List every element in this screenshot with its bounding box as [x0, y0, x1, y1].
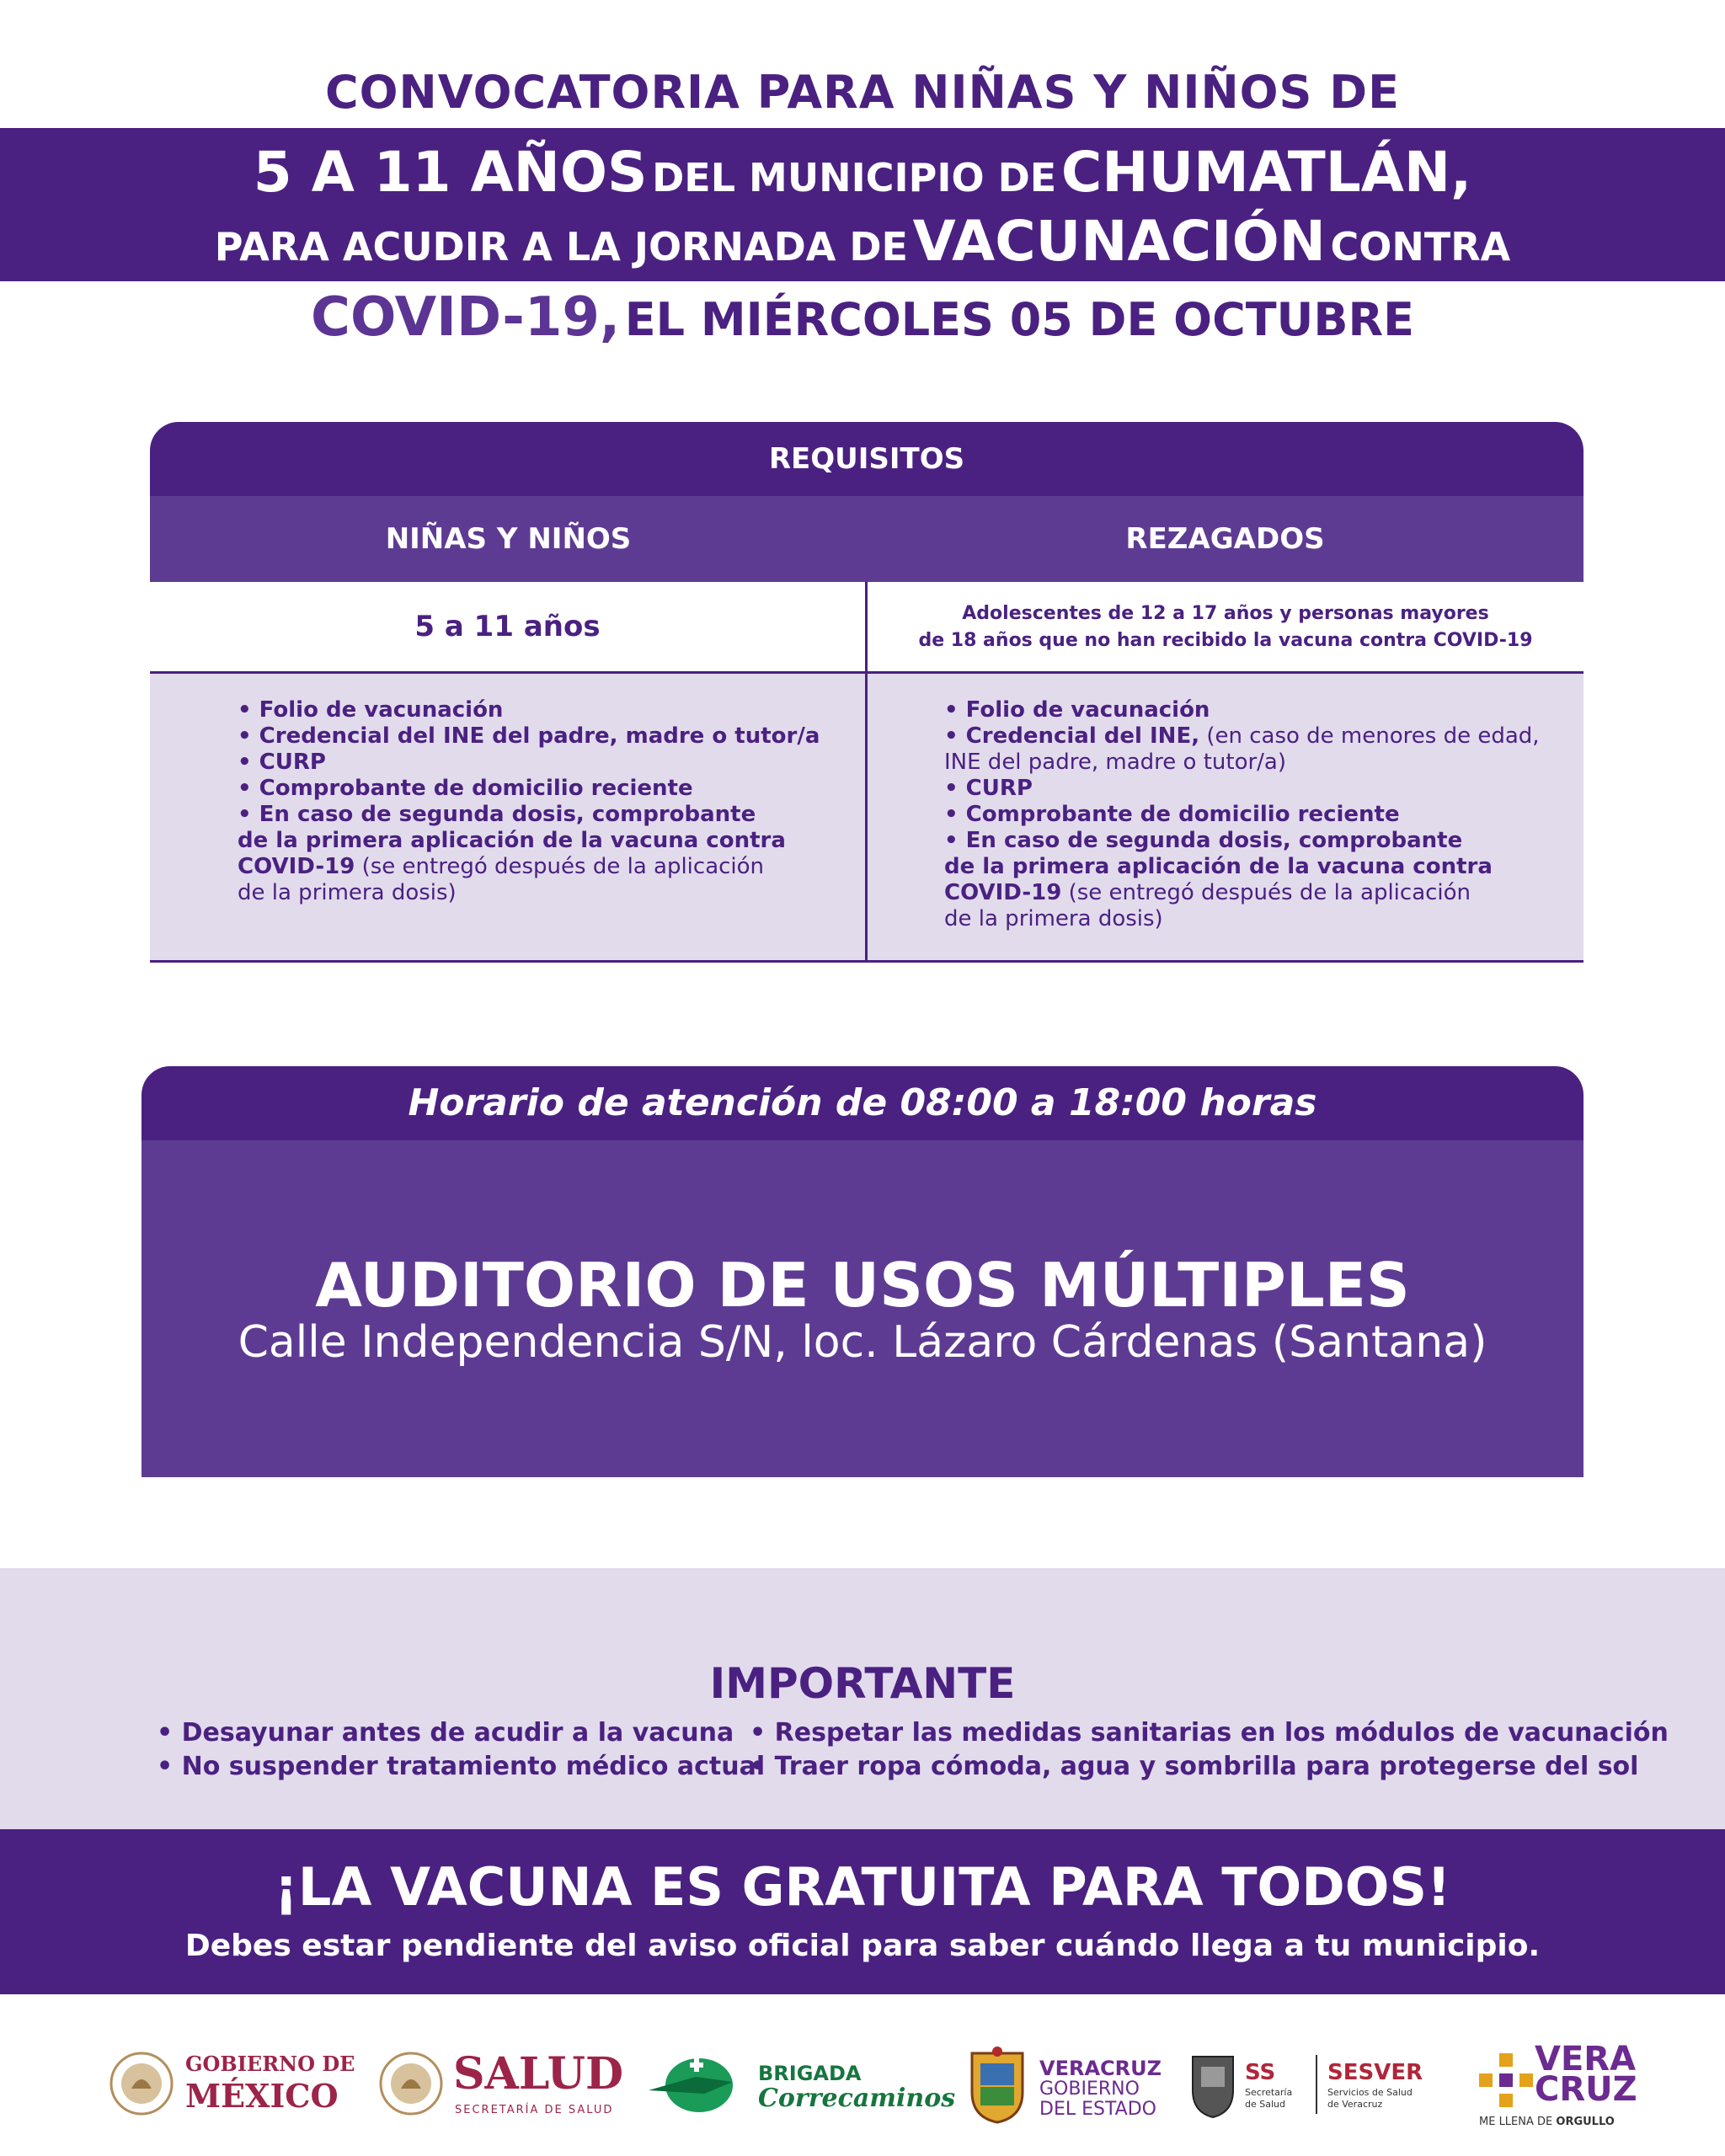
- list-item: • CURP: [238, 750, 326, 775]
- free-vaccine-title: ¡LA VACUNA ES GRATUITA PARA TODOS!: [274, 1856, 1451, 1918]
- age-group-right-line: de 18 años que no han recibido la vacuna contra COVID-19: [918, 630, 1533, 651]
- list-item: • Credencial del INE del padre, madre o tutor/a: [238, 723, 820, 749]
- coat-of-arms-icon: [377, 2050, 445, 2117]
- logo-text: ME LLENA DE: [1479, 2116, 1553, 2128]
- column-divider: [865, 582, 868, 963]
- age-range: 5 A 11 AÑOS: [253, 140, 648, 205]
- list-item: • Folio de vacunación: [238, 697, 504, 723]
- list-item: • Comprobante de domicilio reciente: [944, 802, 1400, 827]
- logo-text: Servicios de Salud: [1327, 2087, 1413, 2098]
- salud-logo: [377, 2040, 624, 2132]
- free-vaccine-subtitle: Debes estar pendiente del aviso oficial para saber cuándo llega a tu municipio.: [184, 1929, 1541, 1963]
- gobierno-mexico-logo: [108, 2040, 355, 2132]
- list-item-bold: COVID-19: [238, 854, 355, 879]
- importante-list-left: [157, 1716, 765, 1784]
- logo-text: MÉXICO: [185, 2077, 339, 2115]
- list-item-normal: (en caso de menores de edad,: [1199, 723, 1540, 749]
- requisitos-list-right: [944, 697, 1540, 932]
- coat-of-arms-icon: [108, 2050, 175, 2117]
- age-group-left: 5 a 11 años: [414, 610, 601, 643]
- logo-text: VERACRUZ: [1039, 2057, 1162, 2080]
- veracruz-gobierno-logo: [967, 2040, 1169, 2132]
- list-item: • Folio de vacunación: [944, 697, 1210, 723]
- logo-text: VERA: [1535, 2040, 1637, 2079]
- age-group-right-line: Adolescentes de 12 a 17 años y personas mayores: [962, 603, 1489, 624]
- ss-sesver-logo: [1189, 2040, 1442, 2132]
- header-text: DEL MUNICIPIO DE: [652, 155, 1057, 200]
- header-band: [0, 128, 1725, 281]
- veracruz-pattern-icon: [1479, 2053, 1533, 2107]
- brigada-correcaminos-logo: [645, 2040, 956, 2132]
- logo-text: Secretaría: [1245, 2087, 1293, 2098]
- header-line-3: [0, 209, 1725, 274]
- list-item-normal: (se entregó después de la aplicación: [1061, 880, 1471, 905]
- requisitos-list-left: [238, 697, 820, 906]
- list-item: • CURP: [944, 776, 1033, 801]
- venue-name: AUDITORIO DE USOS MÚLTIPLES: [315, 1250, 1410, 1321]
- list-item: de la primera dosis): [238, 880, 457, 905]
- event-date: EL MIÉRCOLES 05 DE OCTUBRE: [624, 293, 1415, 346]
- requisitos-title: REQUISITOS: [150, 422, 1583, 496]
- column-header-rezagados: REZAGADOS: [1125, 522, 1325, 556]
- header-line-1: CONVOCATORIA PARA NIÑAS Y NIÑOS DE: [325, 66, 1400, 119]
- list-item: • Desayunar antes de acudir a la vacuna: [157, 1716, 765, 1750]
- list-item: • En caso de segunda dosis, comprobante: [944, 828, 1463, 853]
- logo-text: SECRETARÍA DE SALUD: [455, 2104, 614, 2116]
- ss-shield-icon: [1189, 2052, 1236, 2119]
- veracruz-shield-icon: [967, 2045, 1028, 2126]
- list-item-bold: • Credencial del INE,: [944, 723, 1200, 749]
- logo-text: SESVER: [1327, 2060, 1423, 2085]
- header-text: CONTRA: [1330, 224, 1511, 270]
- logo-text: Correcaminos: [758, 2084, 956, 2113]
- horario-banner: Horario de atención de 08:00 a 18:00 horas: [142, 1066, 1583, 1140]
- list-item: • No suspender tratamiento médico actual: [157, 1750, 765, 1784]
- logo-text: [1479, 2116, 1615, 2128]
- list-item: de la primera aplicación de la vacuna contra: [238, 828, 786, 853]
- logo-text: DEL ESTADO: [1039, 2099, 1156, 2120]
- logo-text: CRUZ: [1535, 2070, 1637, 2109]
- header-line-4: [0, 286, 1725, 349]
- requisitos-table: [150, 422, 1583, 961]
- logo-divider: [1316, 2055, 1317, 2114]
- list-item: • Comprobante de domicilio reciente: [238, 776, 693, 801]
- list-item: • Respetar las medidas sanitarias en los módulos de vacunación: [750, 1716, 1669, 1750]
- logo-bar: [0, 2021, 1725, 2156]
- free-vaccine-banner: [0, 1829, 1725, 1994]
- list-item-bold: COVID-19: [944, 880, 1062, 905]
- logo-text: de Salud: [1245, 2099, 1285, 2110]
- column-header-ninos: NIÑAS Y NIÑOS: [385, 522, 632, 556]
- veracruz-orgullo-logo: [1479, 2040, 1648, 2132]
- venue-address: Calle Independencia S/N, loc. Lázaro Cárdenas (Santana): [238, 1317, 1487, 1368]
- importante-section: [0, 1568, 1725, 1829]
- importante-title: IMPORTANTE: [709, 1659, 1016, 1708]
- list-item: [944, 880, 1540, 906]
- header-line-2: [0, 140, 1725, 205]
- logo-text: GOBIERNO: [1039, 2079, 1140, 2100]
- venue-box: [142, 1140, 1583, 1477]
- logo-text: ORGULLO: [1556, 2116, 1615, 2128]
- roadrunner-icon: [645, 2052, 746, 2119]
- requisitos-column-headers: [150, 496, 1583, 582]
- list-item: [944, 723, 1540, 750]
- vacunacion-word: VACUNACIÓN: [912, 209, 1326, 274]
- list-item-normal: (se entregó después de la aplicación: [355, 854, 765, 879]
- importante-list-right: [750, 1716, 1669, 1784]
- logo-text: BRIGADA: [758, 2062, 862, 2085]
- logo-text: de Veracruz: [1327, 2099, 1383, 2110]
- list-item: • Traer ropa cómoda, agua y sombrilla para protegerse del sol: [750, 1750, 1669, 1784]
- list-item: • En caso de segunda dosis, comprobante: [238, 802, 756, 827]
- logo-text: SS: [1245, 2060, 1276, 2085]
- list-item: [238, 854, 820, 880]
- logo-text: GOBIERNO DE: [185, 2052, 355, 2076]
- header-text: PARA ACUDIR A LA JORNADA DE: [214, 224, 908, 270]
- covid-word: COVID-19,: [310, 286, 621, 349]
- list-item: de la primera dosis): [944, 906, 1163, 931]
- municipality: CHUMATLÁN,: [1060, 140, 1472, 205]
- list-item: de la primera aplicación de la vacuna contra: [944, 854, 1493, 879]
- logo-text: SALUD: [453, 2048, 624, 2100]
- age-group-right: [868, 600, 1583, 654]
- list-item: INE del padre, madre o tutor/a): [944, 750, 1286, 775]
